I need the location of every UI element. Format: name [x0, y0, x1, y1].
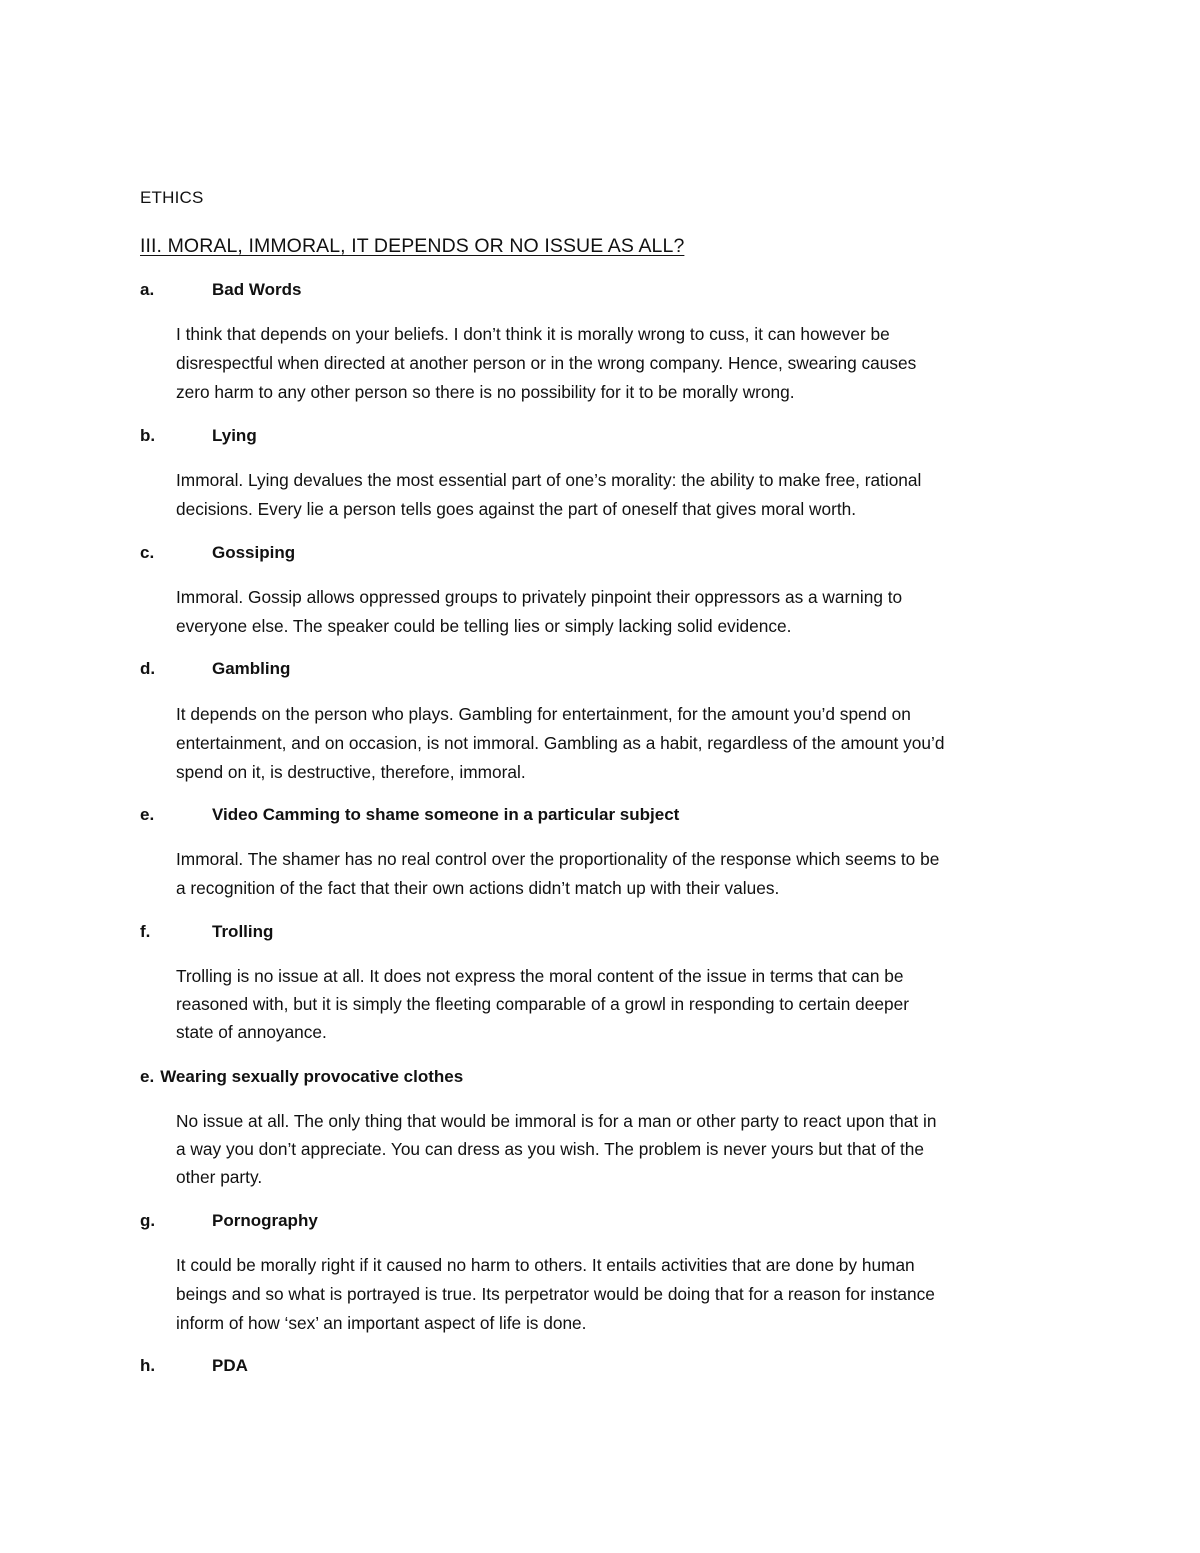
item-title: Gossiping	[212, 543, 296, 562]
item-letter: h.	[140, 1356, 156, 1375]
item-heading-pornography	[140, 1211, 318, 1231]
item-heading-bad-words	[140, 280, 301, 300]
item-heading-video-camming	[140, 805, 679, 825]
paragraph-line: No issue at all. The only thing that would be immoral is for a man or other party to react upon that in	[176, 1111, 937, 1131]
paragraph-line: Immoral. The shamer has no real control over the proportionality of the response which seems to be	[176, 849, 940, 869]
item-letter: d.	[140, 659, 156, 678]
paragraph-line: a way you don’t appreciate. You can dress as you wish. The problem is never yours but that of the	[176, 1139, 925, 1159]
item-heading-gossiping	[140, 543, 295, 563]
item-heading-lying	[140, 426, 257, 446]
item-letter: e.	[140, 805, 155, 824]
paragraph-line: reasoned with, but it is simply the fleeting comparable of a growl in responding to certain deeper	[176, 994, 909, 1014]
paragraph-line: disrespectful when directed at another person or in the wrong company. Hence, swearing causes	[176, 353, 917, 373]
item-letter: b.	[140, 426, 156, 445]
item-title: Lying	[212, 426, 257, 445]
document-title: III. MORAL, IMMORAL, IT DEPENDS OR NO ISSUE AS ALL?	[140, 235, 685, 257]
paragraph-line: spend on it, is destructive, therefore, immoral.	[176, 762, 526, 782]
paragraph-line: state of annoyance.	[176, 1022, 327, 1042]
paragraph-line: other party.	[176, 1167, 263, 1187]
paragraph-line: zero harm to any other person so there is no possibility for it to be morally wrong.	[176, 382, 795, 402]
paragraph-line: inform of how ‘sex’ an important aspect of life is done.	[176, 1313, 587, 1333]
paragraph-line: I think that depends on your beliefs. I don’t think it is morally wrong to cuss, it can however be	[176, 324, 890, 344]
item-title: Bad Words	[212, 280, 302, 299]
item-title: Gambling	[212, 659, 291, 678]
paragraph-line: decisions. Every lie a person tells goes against the part of oneself that gives moral worth.	[176, 499, 857, 519]
paragraph-line: Trolling is no issue at all. It does not express the moral content of the issue in terms that can be	[176, 966, 904, 986]
item-letter: f.	[140, 922, 151, 941]
paragraph-line: everyone else. The speaker could be telling lies or simply lacking solid evidence.	[176, 616, 792, 636]
item-letter: g.	[140, 1211, 156, 1230]
item-title: Video Camming to shame someone in a particular subject	[212, 805, 680, 824]
paragraph-line: Immoral. Gossip allows oppressed groups to privately pinpoint their oppressors as a warning to	[176, 587, 903, 607]
item-heading-pda	[140, 1356, 248, 1376]
paragraph-line: a recognition of the fact that their own actions didn’t match up with their values.	[176, 878, 780, 898]
item-heading-trolling	[140, 922, 273, 942]
paragraph-line: Immoral. Lying devalues the most essential part of one’s morality: the ability to make free, rational	[176, 470, 922, 490]
item-title: PDA	[212, 1356, 248, 1375]
item-letter: a.	[140, 280, 155, 299]
item-letter: c.	[140, 543, 155, 562]
paragraph-line: beings and so what is portrayed is true. Its perpetrator would be doing that for a reason for instance	[176, 1284, 935, 1304]
item-title: Pornography	[212, 1211, 318, 1230]
document-label: ETHICS	[140, 188, 204, 207]
item-letter: e.	[140, 1067, 155, 1086]
item-heading-provocative-clothes	[140, 1067, 463, 1087]
paragraph-line: It depends on the person who plays. Gambling for entertainment, for the amount you’d spend on	[176, 704, 911, 724]
paragraph-line: It could be morally right if it caused no harm to others. It entails activities that are done by human	[176, 1255, 915, 1275]
item-heading-gambling	[140, 659, 290, 679]
item-title: Trolling	[212, 922, 274, 941]
paragraph-line: entertainment, and on occasion, is not immoral. Gambling as a habit, regardless of the amount you’d	[176, 733, 945, 753]
item-title: Wearing sexually provocative clothes	[160, 1067, 464, 1086]
